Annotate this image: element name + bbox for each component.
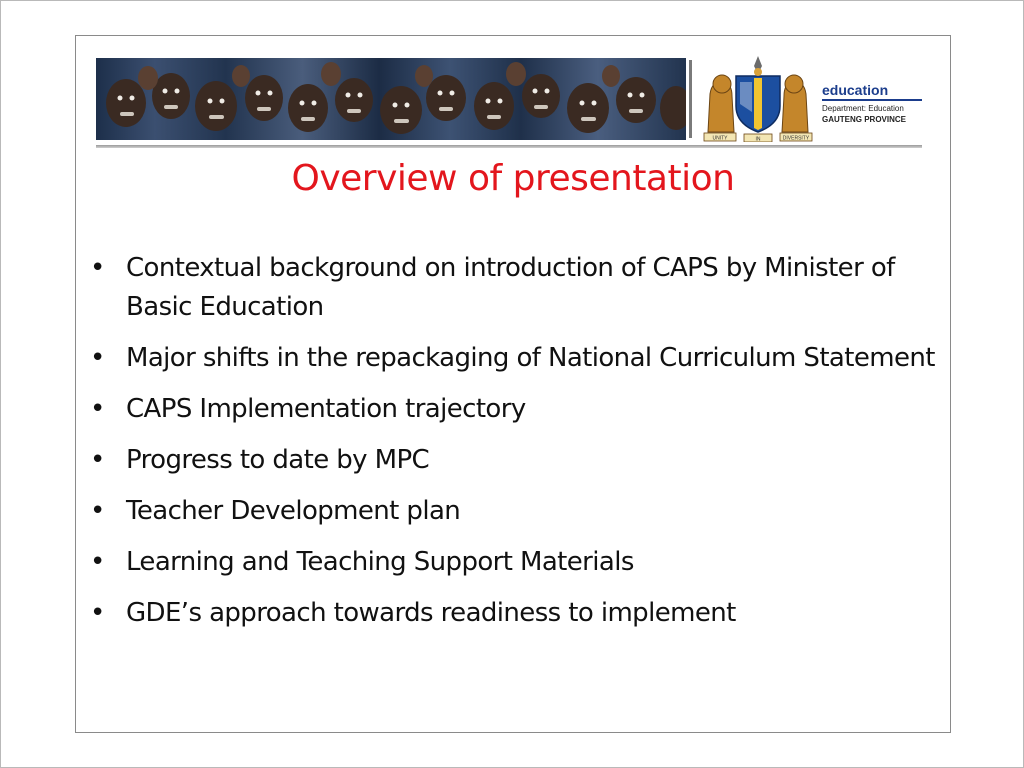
logo-department: Department: Education bbox=[822, 104, 904, 113]
slide bbox=[75, 35, 951, 733]
logo-underline bbox=[822, 99, 922, 101]
header-banner bbox=[96, 54, 922, 144]
header-rule bbox=[96, 145, 922, 148]
bullet-text: CAPS Implementation trajectory bbox=[126, 394, 526, 424]
education-logo-text bbox=[822, 82, 932, 132]
bullet-text: Teacher Development plan bbox=[126, 496, 461, 526]
bullet-text: Progress to date by MPC bbox=[126, 445, 430, 475]
children-photo bbox=[96, 58, 686, 140]
logo-province: GAUTENG PROVINCE bbox=[822, 115, 907, 124]
logo-title: education bbox=[822, 82, 889, 98]
list-item bbox=[86, 339, 946, 378]
bullet-icon: • bbox=[90, 445, 105, 475]
banner-divider bbox=[689, 60, 692, 138]
arms-motto-right: DIVERSITY bbox=[782, 135, 810, 142]
list-item bbox=[86, 594, 946, 633]
list-item bbox=[86, 249, 946, 327]
children-photo-strip bbox=[96, 58, 686, 140]
bullet-icon: • bbox=[90, 343, 105, 373]
bullet-icon: • bbox=[90, 394, 105, 424]
list-item bbox=[86, 390, 946, 429]
list-item bbox=[86, 543, 946, 582]
arms-motto-mid: IN bbox=[755, 136, 761, 142]
bullet-list bbox=[86, 249, 946, 645]
bullet-text: Contextual background on introduction of CAPS by Minister of Basic Education bbox=[126, 253, 895, 322]
bullet-icon: • bbox=[90, 598, 105, 628]
bullet-icon: • bbox=[90, 496, 105, 526]
coat-of-arms-logo bbox=[702, 54, 814, 142]
bullet-text: GDE’s approach towards readiness to implement bbox=[126, 598, 736, 628]
bullet-icon: • bbox=[90, 547, 105, 577]
bullet-text: Learning and Teaching Support Materials bbox=[126, 547, 634, 577]
list-item bbox=[86, 492, 946, 531]
slide-title: Overview of presentation bbox=[291, 158, 735, 199]
bullet-icon: • bbox=[90, 253, 105, 283]
bullet-text: Major shifts in the repackaging of National Curriculum Statement bbox=[126, 343, 935, 373]
list-item bbox=[86, 441, 946, 480]
arms-motto-left: UNITY bbox=[712, 135, 728, 142]
